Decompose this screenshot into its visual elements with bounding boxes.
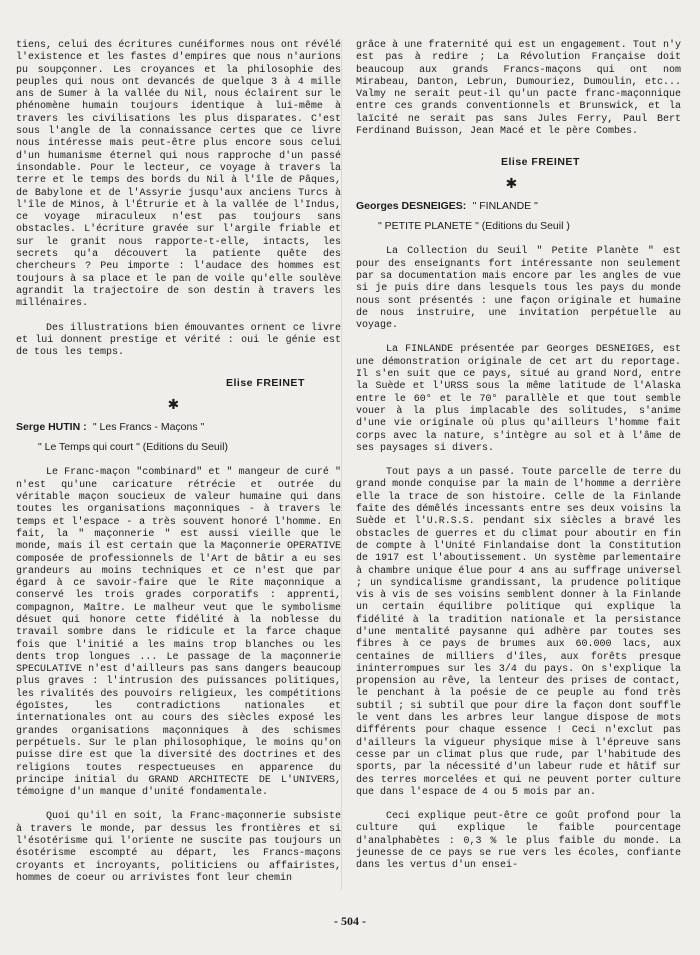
review-title: " Les Francs - Maçons ": [92, 421, 205, 434]
review-paragraph: Ceci explique peut-être ce goût profond pour la culture qui explique le faible pourcentage d'analphabètes : 0,3 % le plus faible du monde. La jeunesse de ce pays se rue vers les écoles, confiante dans les vertus d'un ensei-: [356, 811, 681, 872]
review-paragraph: Le Franc-maçon "combinard" et " mangeur de curé " n'est qu'une caricature rétrécie et outrée du véritable maçon soucieux de valeur humaine qui dans toutes les organisations maçonniques - à travers le temps et l'espace - a très souvent honoré l'homme. En fait, la " maçonnerie " est aussi vieille que le monde, mais il est certain que la Maçonnerie OPERATIVE composée de professionnels de l'Art de bâtir a eu ses grandeurs au moins techniques et ce n'est que par égard à ce savoir-faire que le Rite maçonnique a conservé les trois grades corporatifs : apprenti, compagnon, Maître. Le malheur veut que le symbolisme désuet qui honore cette fidélité à la noblesse du travail sombre dans le ridicule et la farce chaque fois que l'initié a les mains trop blanches ou les dents trop longues ... Le passage de la maçonnerie SPECULATIVE n'est d'ailleurs pas sans dangers beaucoup plus graves : l'intrusion des puissances politiques, les rivalités des pouvoirs religieux, les compétitions égoïstes, les contradictions nationales et internationales ont au cours des siècles exposé les grandes organisations maçonniques à des schismes perpétuels. Sur le plan philosophique, le moins qu'on puisse dire est que la diversité des doctrines et des religions toutes respectueuses en apparence du principe initial du GRAND ARCHITECTE DE L'UNIVERS, témoigne d'un manque d'unité fondamentale.: [16, 467, 341, 799]
star-ornament-icon: ✱: [506, 174, 517, 195]
review-subtitle: " PETITE PLANETE " (Editions du Seuil ): [378, 220, 570, 233]
review-paragraph: Quoi qu'il en soit, la Franc-maçonnerie subsiste à travers le monde, par dessus les frontières et si l'ésotérisme qui l'oriente ne suscite pas toujours un ésotérisme escompté au départ, les Francs-maçons croyants et incroyants, politiciens ou affairistes, hommes de coeur ou arrivistes font leur chemin: [16, 811, 341, 884]
page-number: - 504 -: [334, 914, 366, 928]
review-heading: [16, 421, 341, 435]
review-author: Serge HUTIN :: [16, 421, 87, 434]
review-subtitle: " Le Temps qui court " (Editions du Seuil): [38, 441, 228, 454]
closing-paragraph-text: Des illustrations bien émouvantes ornent ce livre et lui donnent prestige et vérité : oui le génie est de tous les temps.: [16, 322, 341, 359]
intro-paragraph: tiens, celui des écritures cunéiformes nous ont révélé l'existence et les fastes d'empires que nous n'aurions pu soupçonner. Les croyances et la philosophie des peuples qui nous ont devancés de quelque 3 à 4 mille ans de Sumer à la vallée du Nil, nous éclairent sur le phénomène humain toujours identique à lui-même à travers les civilisations les plus disparates. C'est sous l'angle de la connaissance certes que ce livre nous intéresse mais peut-être plus encore sous celui d'un humanisme éternel qui nous rapproche d'un passé insondable. Pour le lecteur, ce voyage à travers la terre et le temps des bords du Nil à l'île de Pâques, de Babylone et de l'Assyrie jusqu'aux anciens Turcs à l'île de Minos, à l'Étrurie et à la vallée de l'Indus, ce voyage miraculeux n'est pas toujours sans obstacles. L'écriture gravée sur l'argile friable et sur le granit nous rapporte-t-elle, intacts, les secrets qu'a découvert la patiente quête des chercheurs ? Peu importe : l'audace des hommes est toujours à sa place et le pan de voile qu'elle soulève agrandit la trajectoire de son destin à travers les millénaires.: [16, 40, 341, 310]
review-paragraph: Tout pays a un passé. Toute parcelle de terre du grand monde conquise par la main de l'homme a derrière elle la trace de son histoire. Celle de la Finlande faite des démêlés incessants entre ses deux voisins la Suède et l'U.R.S.S. pendant six siècles a bravé les obstacles de guerres et du climat pour aboutir en fin de compte à l'Unité Finlandaise dont la Constitution de 1917 est l'aboutissement. Un système parlementaire à chambre unique élue pour 4 ans au suffrage universel ; un syndicalisme grandissant, la prudence politique vis à vis de ses voisins semblent donner à la Finlande un certain équilibre politique qui explique la fidélité à la tradition nationale et la persistance d'une mentalité paysanne qui adhère par toutes ses fibres à ce pays de brumes aux 60.000 lacs, aux centaines de milliers d'îles, aux forêts presque ininterrompues sur les 3/4 du pays. On s'explique la propension au rêve, la lenteur des prises de contact, le penchant à la poésie de ce peuple au fond très subtil ; si subtil que pour dire la façon dont souffle le vent dans les arbres leur langue dispose de mots différents pour chaque essence ! Ceci n'exclut pas d'ailleurs la vigueur physique mise à l'épreuve sans cesse par un climat plus que rude, par l'habitude des sports, par la nécessité d'un labeur rude et hâtif sur des terres morcelées et qui ne peuvent porter culture que dans l'espace de 4 ou 5 mois par an.: [356, 467, 681, 798]
review-title: " FINLANDE ": [472, 200, 538, 213]
left-column: [16, 40, 341, 885]
review-paragraph: La Collection du Seuil " Petite Planète " est pour des enseignants fort intéressante non seulement par sa documentation mais encore par les angles de vue si je puis dire dans lesquels tous les pays du monde nous sont présentés : une façon originale et humaine de nous instruire, une invitation perpétuelle au voyage.: [356, 246, 681, 332]
signature-right: Elise FREINET: [501, 156, 580, 169]
star-ornament-icon: ✱: [168, 395, 179, 416]
right-column: [356, 40, 681, 873]
signature-left: Elise FREINET: [226, 377, 305, 390]
review-paragraph: La FINLANDE présentée par Georges DESNEIGES, est une démonstration originale de cet art du reportage. Il s'en suit que ce pays, situé au grand Nord, entre la Suède et l'URSS sous la même latitude de l'Alaska entre le 60° et le 70° parallèle et que tout semble vouer à la plus implacable des solitudes, s'anime d'une vie originale où plus qu'ailleurs l'homme fait corps avec la nature, s'intègre au sol et à l'âme de ses paysages si divers.: [356, 344, 681, 454]
review-author: Georges DESNEIGES:: [356, 200, 467, 213]
closing-paragraph: [16, 323, 341, 360]
column-divider: [341, 40, 342, 890]
continuation-paragraph: grâce à une fraternité qui est un engagement. Tout n'y est pas à redire ; La Révolution Française doit beaucoup aux grands Francs-maçons qui ont nom Mirabeau, Danton, Lebrun, Dumouriez, Dumoulin, etc... Valmy ne serait peut-il qu'un pacte franc-maçonnique entre ces grands conventionnels et Brunswick, et la laïcité ne serait pas sans Jules Ferry, Paul Bert Ferdinand Buisson, Jean Macé et le père Combes.: [356, 40, 681, 138]
review-heading: [356, 200, 681, 214]
